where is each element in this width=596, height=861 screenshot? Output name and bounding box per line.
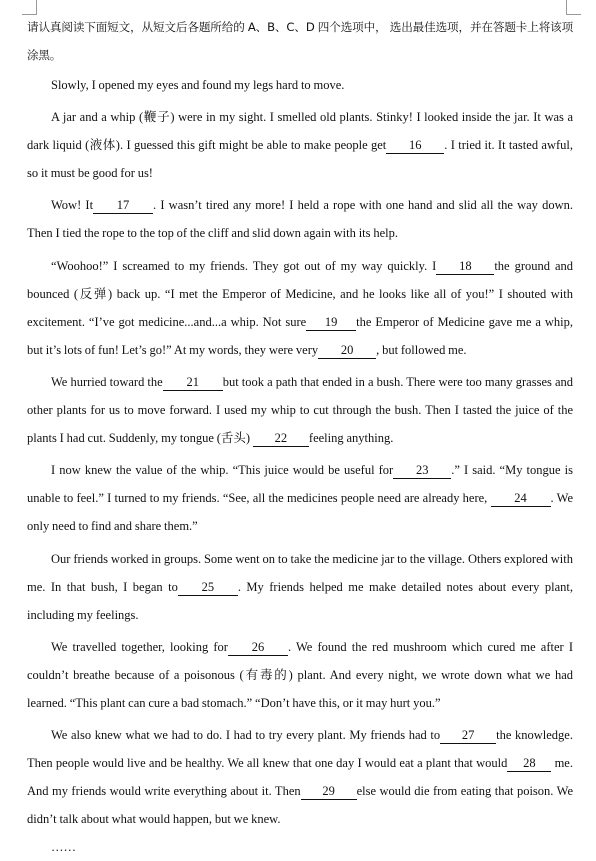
passage-paragraph <box>27 103 573 187</box>
answer-blank-19: 19 <box>306 315 356 331</box>
answer-blank-29: 29 <box>301 784 357 800</box>
paragraph-text: me. And my friends would write everything about it. Then <box>27 756 573 799</box>
paragraph-text: . We only need to find and share them.” <box>27 491 573 534</box>
paragraph-text: “Woohoo!” I screamed to my friends. They got out of my way quickly. I <box>51 258 437 273</box>
paragraph-text: else would die from eating that poison. We didn’t talk about what would happen, but we knew. <box>27 784 573 827</box>
paragraph-text: the knowledge. Then people would live and be healthy. We all knew that one day I would eat a plant that would <box>27 728 573 771</box>
paragraph-text: . I wasn’t tired any more! I held a rope with one hand and slid all the way down. Then I tied the rope to the top of the cliff and slid down again with its help. <box>27 198 573 241</box>
passage <box>27 71 573 833</box>
document-body <box>27 13 573 861</box>
answer-blank-24: 24 <box>491 491 551 507</box>
paragraph-text: feeling anything. <box>308 431 394 446</box>
paragraph-text: the ground and bounced (反弹) back up. “I met the Emperor of Medicine, and he looks like all of you!” I shouted with excitement. “I’ve got medicine...and...a whip. Not sure <box>27 258 573 329</box>
paragraph-text: We hurried toward the <box>51 374 163 389</box>
answer-blank-28: 28 <box>507 756 551 772</box>
passage-paragraph <box>27 545 573 629</box>
paragraph-text: Our friends worked in groups. Some went on to take the medicine jar to the village. Others explored with me. In that bush, I began to <box>27 551 573 594</box>
paragraph-text: . We found the red mushroom which cured me after I couldn’t breathe because of a poisonous (有毒的) plant. And every night, we wrote down what we had learned. “This plant can cure a bad stomach.” “Don’t have this, or it may hurt you.” <box>27 639 573 710</box>
paragraph-text: but took a path that ended in a bush. There were too many grasses and other plants for us to move forward. I used my whip to cut through the bush. Then I tasted the juice of the plants I had cut. Suddenly, my tongue (舌头) <box>27 374 574 446</box>
paragraph-text: , but followed me. <box>376 342 467 357</box>
paragraph-text: We travelled together, looking for <box>51 639 228 654</box>
passage-paragraph <box>27 252 573 364</box>
paragraph-text: A jar and a whip (鞭子) were in my sight. I smelled old plants. Stinky! I looked inside the jar. It was a dark liquid (液体). I guessed this gift might be able to make people get <box>27 110 573 153</box>
answer-blank-26: 26 <box>228 640 288 656</box>
passage-paragraph <box>27 368 573 452</box>
passage-paragraph <box>27 721 573 833</box>
ellipsis: …… <box>51 840 76 855</box>
answer-blank-27: 27 <box>440 728 496 744</box>
answer-blank-23: 23 <box>393 463 451 479</box>
answer-blank-16: 16 <box>386 138 444 154</box>
answer-blank-25: 25 <box>178 580 238 596</box>
passage-paragraph <box>27 71 573 99</box>
paragraph-text: Slowly, I opened my eyes and found my legs hard to move. <box>51 78 345 92</box>
paragraph-text: We also knew what we had to do. I had to try every plant. My friends had to <box>51 728 441 743</box>
answer-blank-22: 22 <box>253 431 309 447</box>
passage-paragraph <box>27 456 573 540</box>
answer-blank-20: 20 <box>318 343 376 359</box>
instructions: 请认真阅读下面短文，从短文后各题所给的 A、B、C、D 四个选项中， 选出最佳选项，并在答题卡上将该项涂黑。 <box>27 20 573 62</box>
paragraph-text: the Emperor of Medicine gave me a whip, but it’s lots of fun! Let’s go!” At my words, they were very <box>27 314 573 357</box>
answer-blank-21: 21 <box>163 375 223 391</box>
passage-paragraph <box>27 191 573 247</box>
passage-paragraph <box>27 633 573 717</box>
paragraph-text: I now knew the value of the whip. “This juice would be useful for <box>51 463 394 478</box>
paragraph-text: Wow! It <box>51 198 94 213</box>
paragraph-text: . My friends helped me make detailed notes about every plant, including my feelings. <box>27 579 573 622</box>
paragraph-text: .” I said. “My tongue is unable to feel.” I turned to my friends. “See, all the medicines people need are already here, <box>27 463 573 506</box>
answer-blank-17: 17 <box>93 198 153 214</box>
answer-blank-18: 18 <box>436 259 494 275</box>
paragraph-text: . I tried it. It tasted awful, so it must be good for us! <box>27 138 573 181</box>
